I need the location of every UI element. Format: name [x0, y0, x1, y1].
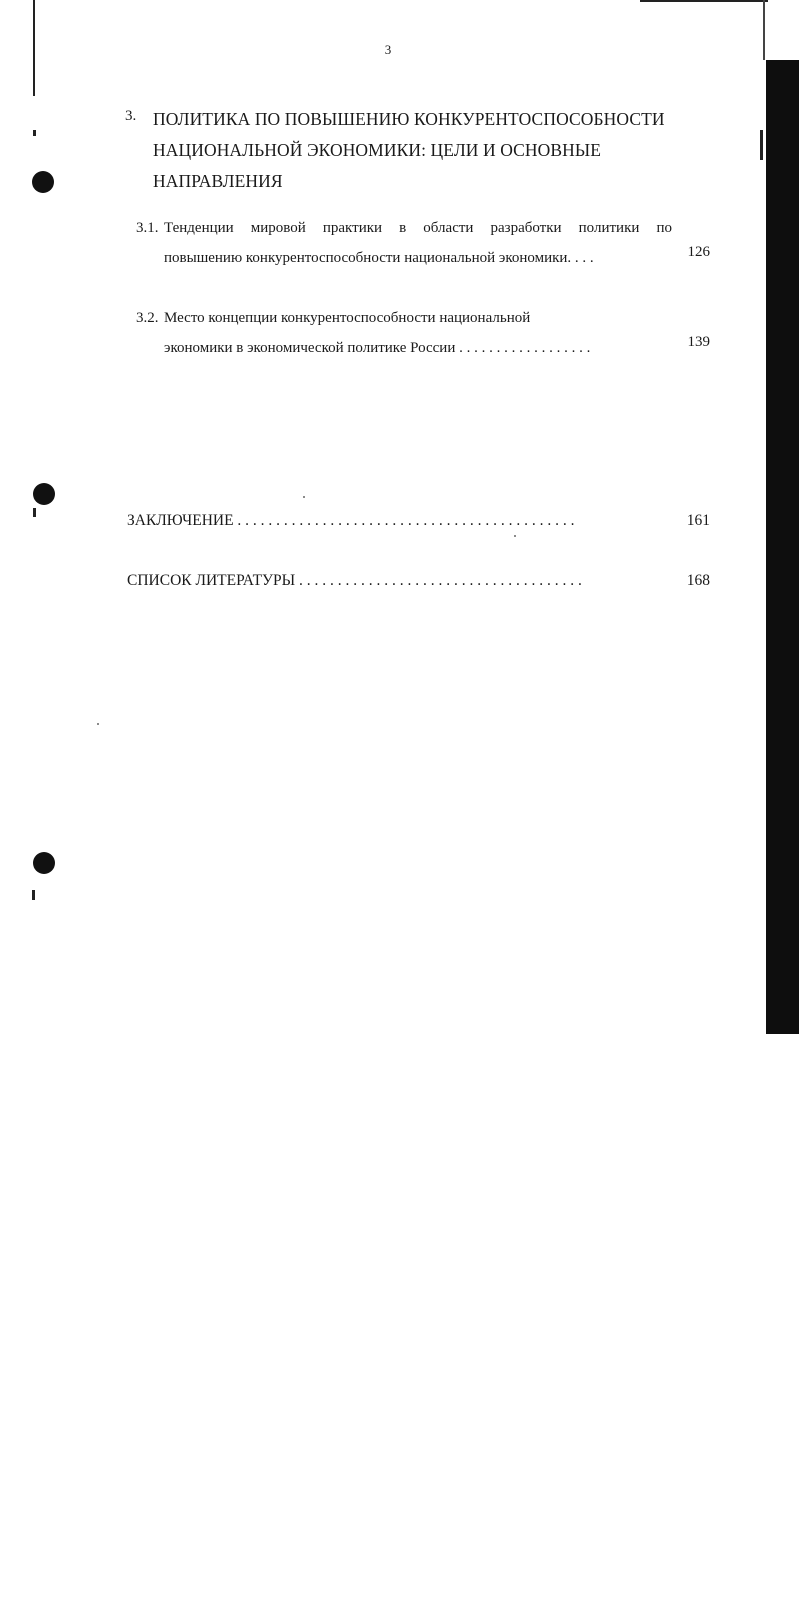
- toc-entry-page-number: 161: [686, 512, 710, 529]
- chapter-title-line: ПОЛИТИКА ПО ПОВЫШЕНИЮ КОНКУРЕНТОСПОСОБНОСТИ: [153, 109, 665, 129]
- chapter-title: [153, 104, 693, 197]
- toc-entry-section-3-2[interactable]: [136, 310, 716, 370]
- toc-entry-references[interactable]: [127, 572, 717, 596]
- punch-hole-2: [33, 483, 55, 505]
- punch-hole-1: [32, 171, 54, 193]
- toc-entry-section-3-1[interactable]: [136, 220, 716, 280]
- scan-mark: [32, 890, 35, 900]
- section-page-number: 126: [687, 244, 710, 260]
- section-title-line: Тенденции мировой практики в области разработки политики по: [164, 220, 672, 236]
- section-title-line: повышению конкурентоспособности национальной экономики. . . .: [164, 250, 594, 266]
- scan-mark: [33, 130, 36, 136]
- scan-top-rule: [640, 0, 768, 2]
- scan-mark: [33, 508, 36, 517]
- toc-entry-conclusion[interactable]: [127, 512, 717, 536]
- chapter-number: 3.: [125, 108, 137, 124]
- section-title-line: экономики в экономической политике России . . . . . . . . . . . . . . . . . .: [164, 340, 591, 356]
- toc-entry-page-number: 168: [686, 572, 710, 589]
- scan-right-thin-edge: [763, 0, 765, 60]
- toc-entry-label: ЗАКЛЮЧЕНИЕ . . . . . . . . . . . . . . . . . . . . . . . . . . . . . . . . . . . . . . . . . . . .: [127, 512, 575, 529]
- section-number: 3.2.: [136, 310, 159, 326]
- page-number: 3: [384, 42, 392, 57]
- scan-right-shadow-bar: [766, 60, 799, 1034]
- chapter-title-line: НАПРАВЛЕНИЯ: [153, 171, 283, 191]
- scan-speck: [303, 496, 305, 498]
- toc-entry-label: СПИСОК ЛИТЕРАТУРЫ . . . . . . . . . . . . . . . . . . . . . . . . . . . . . . . . . . . . .: [127, 572, 582, 589]
- scan-speck: [97, 723, 99, 725]
- chapter-title-line: НАЦИОНАЛЬНОЙ ЭКОНОМИКИ: ЦЕЛИ И ОСНОВНЫЕ: [153, 140, 602, 160]
- scan-left-rule: [33, 0, 35, 96]
- scan-right-edge-mark: [760, 130, 763, 160]
- section-number: 3.1.: [136, 220, 159, 236]
- section-page-number: 139: [687, 334, 710, 350]
- section-title-line: Место концепции конкурентоспособности национальной: [164, 310, 531, 326]
- punch-hole-3: [33, 852, 55, 874]
